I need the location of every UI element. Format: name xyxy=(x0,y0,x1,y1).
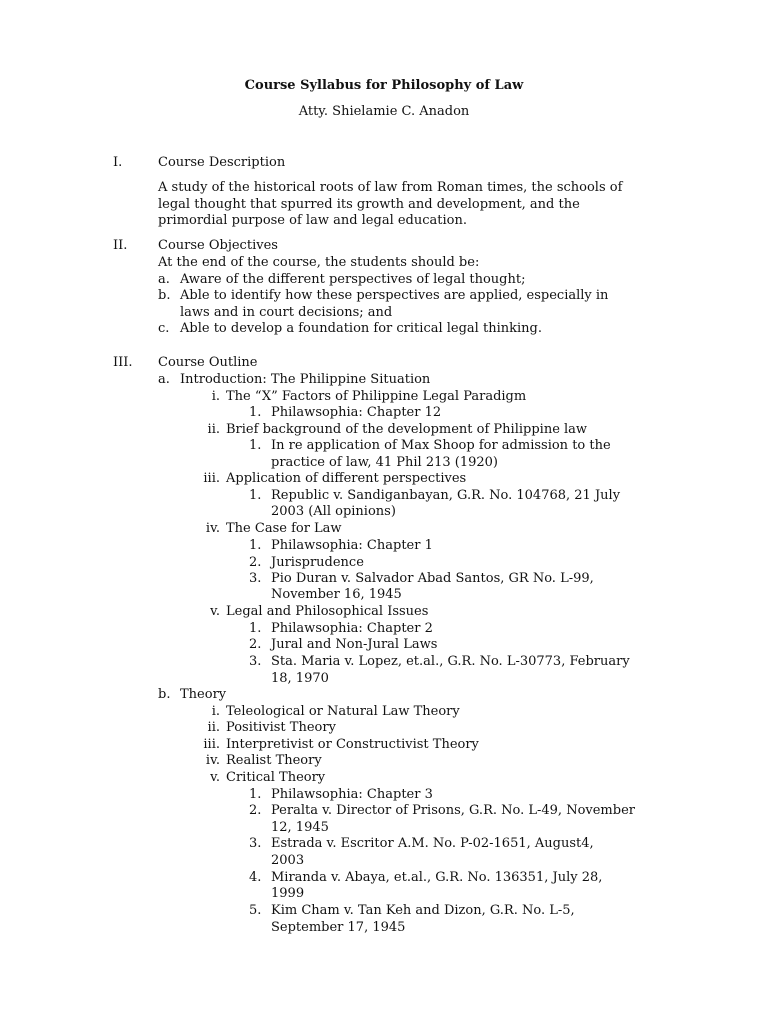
reading-text: November 16, 1945 xyxy=(271,587,402,602)
document-title: Course Syllabus for Philosophy of Law xyxy=(244,78,524,93)
reading-text: 2003 xyxy=(271,853,305,868)
subtopic-label: Legal and Philosophical Issues xyxy=(226,604,429,619)
reading-marker: 3. xyxy=(249,654,262,669)
reading-text: practice of law, 41 Phil 213 (1920) xyxy=(271,455,498,470)
reading-text: Philawsophia: Chapter 1 xyxy=(271,538,433,553)
theory-label: Realist Theory xyxy=(226,753,322,768)
outline-marker: b. xyxy=(158,687,171,702)
description-line: primordial purpose of law and legal education. xyxy=(158,213,467,228)
objective-text: Aware of the different perspectives of legal thought; xyxy=(180,272,526,287)
reading-text: Kim Cham v. Tan Keh and Dizon, G.R. No. L-5, xyxy=(271,903,575,918)
theory-label: Positivist Theory xyxy=(226,720,336,735)
reading-marker: 1. xyxy=(249,438,262,453)
reading-marker: 4. xyxy=(249,870,262,885)
objectives-intro: At the end of the course, the students should be: xyxy=(158,255,480,270)
reading-marker: 1. xyxy=(249,621,262,636)
reading-marker: 3. xyxy=(249,836,262,851)
document-author: Atty. Shielamie C. Anadon xyxy=(298,104,470,119)
section-heading-description: Course Description xyxy=(158,155,286,170)
reading-text: 12, 1945 xyxy=(271,820,329,835)
reading-marker: 2. xyxy=(249,803,262,818)
reading-text: Philawsophia: Chapter 2 xyxy=(271,621,433,636)
roman-marker: iv. xyxy=(205,753,220,768)
reading-text: Jural and Non-Jural Laws xyxy=(271,637,438,652)
outline-topic: Theory xyxy=(180,687,227,702)
theory-label: Interpretivist or Constructivist Theory xyxy=(226,737,479,752)
reading-text: 2003 (All opinions) xyxy=(271,504,396,519)
roman-marker: v. xyxy=(210,604,220,619)
subtopic-label: The Case for Law xyxy=(226,521,342,536)
reading-text: Pio Duran v. Salvador Abad Santos, GR No. L-99, xyxy=(271,571,594,586)
reading-text: Miranda v. Abaya, et.al., G.R. No. 136351, July 28, xyxy=(271,870,603,885)
objective-marker: b. xyxy=(158,288,171,303)
outline-topic: Introduction: The Philippine Situation xyxy=(180,372,431,387)
reading-marker: 2. xyxy=(249,555,262,570)
roman-marker: iii. xyxy=(203,737,220,752)
reading-text: Jurisprudence xyxy=(271,555,364,570)
roman-marker: iv. xyxy=(205,521,220,536)
reading-text: Estrada v. Escritor A.M. No. P-02-1651, August4, xyxy=(271,836,594,851)
reading-text: Philawsophia: Chapter 3 xyxy=(271,787,433,802)
reading-text: Philawsophia: Chapter 12 xyxy=(271,405,442,420)
reading-text: Republic v. Sandiganbayan, G.R. No. 104768, 21 July xyxy=(271,488,621,503)
objective-text: laws and in court decisions; and xyxy=(180,305,393,320)
theory-label: Critical Theory xyxy=(226,770,326,785)
reading-marker: 1. xyxy=(249,787,262,802)
section-heading-outline: Course Outline xyxy=(158,355,258,370)
roman-marker: v. xyxy=(210,770,220,785)
roman-marker: ii. xyxy=(207,422,220,437)
reading-marker: 1. xyxy=(249,538,262,553)
description-line: A study of the historical roots of law from Roman times, the schools of xyxy=(158,180,623,195)
reading-marker: 5. xyxy=(249,903,262,918)
reading-text: 1999 xyxy=(271,886,305,901)
roman-marker: i. xyxy=(211,389,220,404)
reading-text: In re application of Max Shoop for admission to the xyxy=(271,438,611,453)
objective-marker: c. xyxy=(158,321,170,336)
reading-text: 18, 1970 xyxy=(271,671,329,686)
subtopic-label: The “X” Factors of Philippine Legal Paradigm xyxy=(226,389,527,404)
reading-text: Sta. Maria v. Lopez, et.al., G.R. No. L-30773, February xyxy=(271,654,630,669)
subtopic-label: Application of different perspectives xyxy=(226,471,467,486)
objective-text: Able to develop a foundation for critical legal thinking. xyxy=(180,321,542,336)
theory-label: Teleological or Natural Law Theory xyxy=(226,704,460,719)
roman-marker: iii. xyxy=(203,471,220,486)
reading-text: Peralta v. Director of Prisons, G.R. No. L-49, November xyxy=(271,803,635,818)
subtopic-label: Brief background of the development of Philippine law xyxy=(226,422,588,437)
objective-text: Able to identify how these perspectives are applied, especially in xyxy=(180,288,609,303)
objective-marker: a. xyxy=(158,272,170,287)
reading-marker: 1. xyxy=(249,405,262,420)
section-numeral: III. xyxy=(113,355,133,370)
description-line: legal thought that spurred its growth and development, and the xyxy=(158,197,580,212)
roman-marker: i. xyxy=(211,704,220,719)
reading-marker: 3. xyxy=(249,571,262,586)
reading-text: September 17, 1945 xyxy=(271,920,406,935)
section-numeral: II. xyxy=(113,238,128,253)
roman-marker: ii. xyxy=(207,720,220,735)
reading-marker: 2. xyxy=(249,637,262,652)
section-heading-objectives: Course Objectives xyxy=(158,238,278,253)
reading-marker: 1. xyxy=(249,488,262,503)
section-numeral: I. xyxy=(113,155,123,170)
outline-marker: a. xyxy=(158,372,170,387)
